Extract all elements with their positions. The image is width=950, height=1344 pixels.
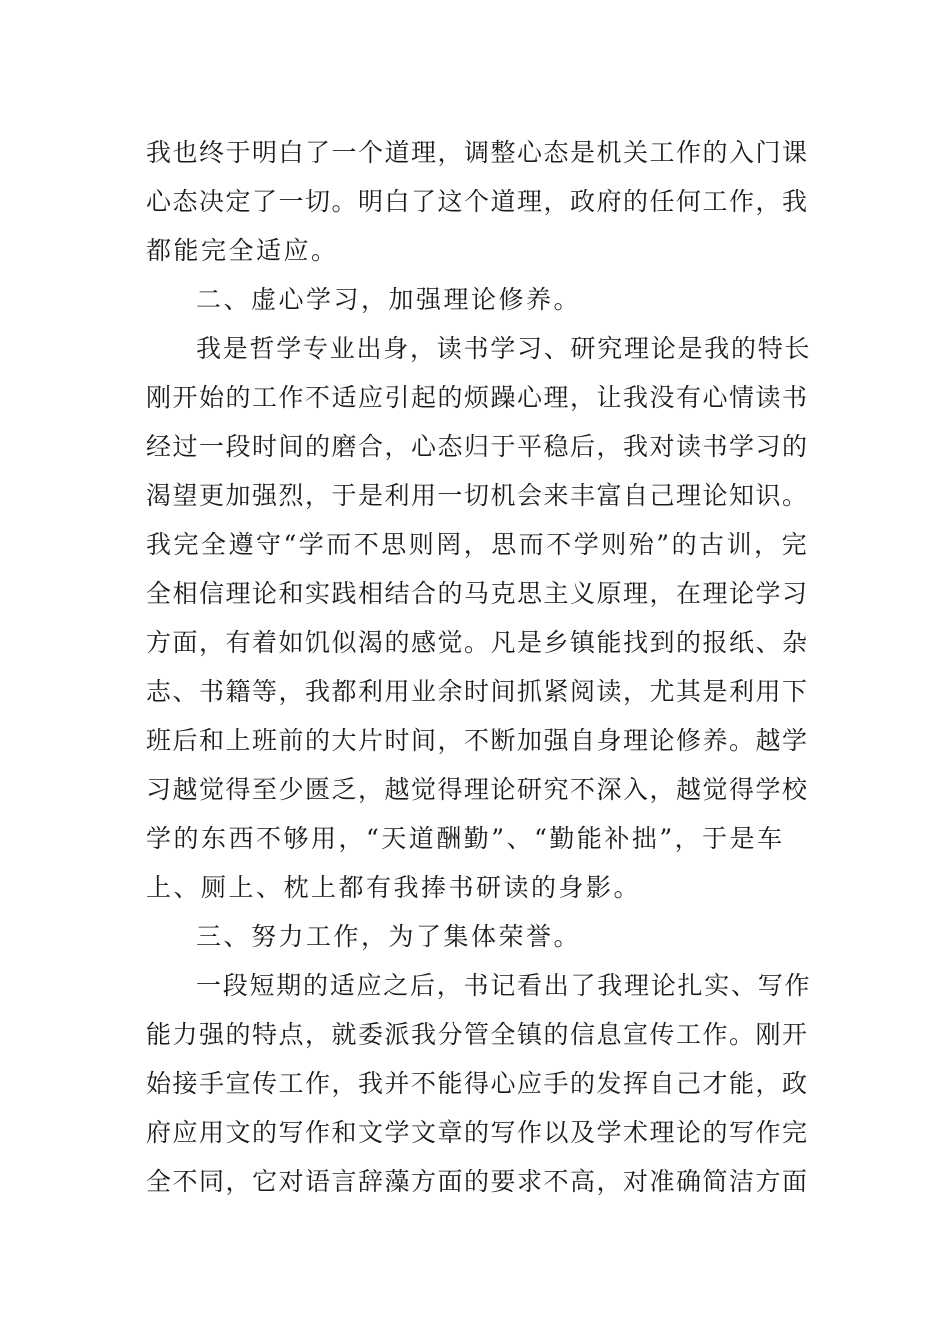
text-line: 我也终于明白了一个道理，调整心态是机关工作的入门课 (146, 138, 809, 167)
text-line: 全相信理论和实践相结合的马克思主义原理，在理论学习 (146, 579, 809, 608)
text-line: 能力强的特点，就委派我分管全镇的信息宣传工作。刚开 (146, 1020, 809, 1049)
text-line: 我完全遵守“学而不思则罔，思而不学则殆”的古训，完 (146, 530, 810, 559)
text-line: 经过一段时间的磨合，心态归于平稳后，我对读书学习的 (146, 432, 809, 461)
text-line: 方面，有着如饥似渴的感觉。凡是乡镇能找到的报纸、杂 (146, 628, 809, 657)
text-line: 习越觉得至少匮乏，越觉得理论研究不深入，越觉得学校 (146, 775, 809, 804)
text-line: 渴望更加强烈，于是利用一切机会来丰富自己理论知识。 (146, 481, 809, 510)
text-line: 刚开始的工作不适应引起的烦躁心理，让我没有心情读书 (146, 383, 809, 412)
text-line: 学的东西不够用，“天道酬勤”、“勤能补拙”，于是车 (146, 824, 785, 853)
text-line: 都能完全适应。 (146, 236, 339, 265)
text-line: 一段短期的适应之后，书记看出了我理论扎实、写作 (196, 971, 811, 1000)
text-line: 我是哲学专业出身，读书学习、研究理论是我的特长 (196, 334, 811, 363)
text-line: 三、努力工作，为了集体荣誉。 (196, 922, 582, 951)
text-line: 心态决定了一切。明白了这个道理，政府的任何工作，我 (146, 187, 809, 216)
text-line: 志、书籍等，我都利用业余时间抓紧阅读，尤其是利用下 (146, 677, 809, 706)
text-line: 二、虚心学习，加强理论修养。 (196, 285, 582, 314)
text-line: 班后和上班前的大片时间，不断加强自身理论修养。越学 (146, 726, 809, 755)
text-line: 全不同，它对语言辞藻方面的要求不高，对准确简洁方面 (146, 1167, 809, 1196)
text-line: 上、厕上、枕上都有我捧书研读的身影。 (146, 873, 642, 902)
text-line: 府应用文的写作和文学文章的写作以及学术理论的写作完 (146, 1118, 809, 1147)
text-line: 始接手宣传工作，我并不能得心应手的发挥自己才能，政 (146, 1069, 809, 1098)
document-body (146, 128, 811, 1206)
